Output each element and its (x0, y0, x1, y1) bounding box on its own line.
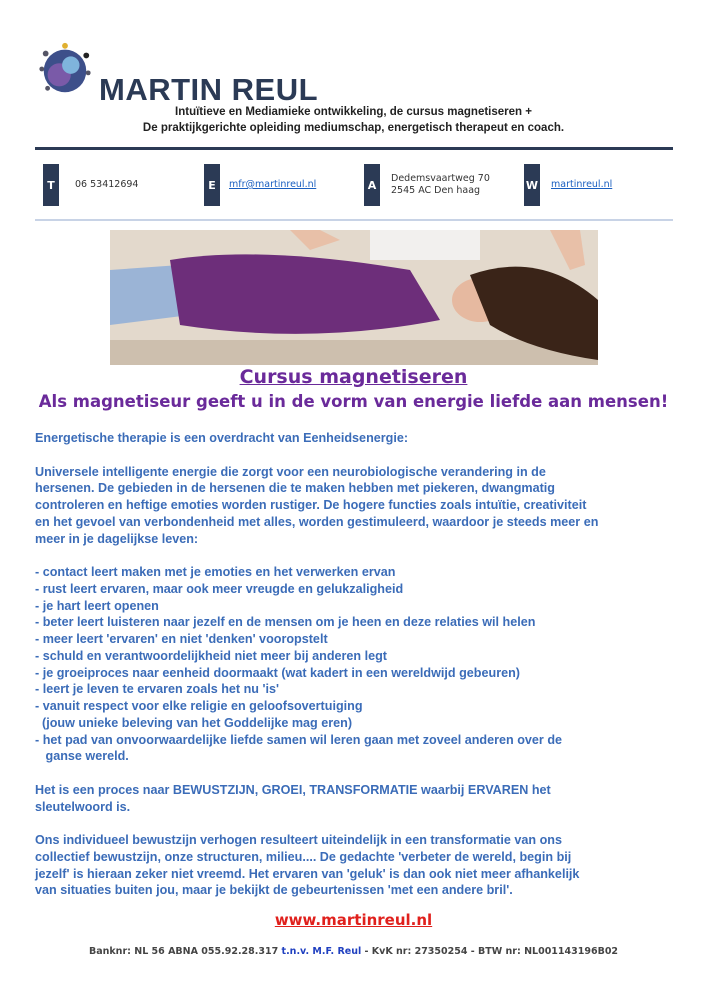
brand-title: MARTIN REUL (99, 72, 319, 107)
body-line: - schuld en verantwoordelijkheid niet meer bij anderen legt (35, 648, 388, 663)
body-line: - beter leert luisteren naar jezelf en de mensen om je heen en deze relaties wil helen (35, 615, 536, 630)
body-line: en het gevoel van verbondenheid met alles, worden gestimuleerd, waardoor je steeds meer en (35, 514, 599, 529)
body-line: - leert je leven te ervaren zoals het nu 'is' (35, 682, 279, 697)
phone-value: 06 53412694 (75, 179, 139, 190)
bank-details (0, 946, 707, 957)
logo-icon (36, 40, 94, 98)
body-line: collectief bewustzijn, onze structuren, milieu.... De gedachte 'verbeter de wereld, begin bij (35, 849, 572, 864)
body-line: - het pad van onvoorwaardelijke liefde samen wil leren gaan met zoveel anderen over de (35, 732, 563, 747)
body-line: (jouw unieke beleving van het Goddelijke mag eren) (35, 715, 353, 730)
body-line: jezelf' is hieraan zeker niet vreemd. Het ervaren van 'geluk' is dan ook niet meer afhankelijk (35, 866, 580, 881)
bank-prefix: Banknr: NL 56 ABNA 055.92.28.317 (88, 946, 282, 957)
body-line: van situaties buiten jou, maar je bekijkt de gebeurtenissen 'met een andere bril'. (35, 883, 513, 898)
blank-line (35, 815, 680, 832)
address-line: 2545 AC Den haag (391, 185, 481, 196)
contact-address (364, 164, 490, 206)
body-line: meer in je dagelijkse leven: (35, 531, 199, 546)
body-line: - rust leert ervaren, maar ook meer vreugde en gelukzaligheid (35, 581, 404, 596)
address-tag: A (364, 164, 380, 206)
body-line: Ons individueel bewustzijn verhogen resulteert uiteindelijk in een transformatie van ons (35, 833, 562, 847)
body-line: hersenen. De gebieden in de hersenen die te maken hebben met piekeren, dwangmatig (35, 481, 555, 496)
website-link[interactable]: martinreul.nl (551, 179, 613, 190)
body-text (35, 430, 680, 899)
bank-name: t.n.v. M.F. Reul (281, 946, 362, 957)
contact-email (204, 164, 316, 206)
page-subtitle: Als magnetiseur geeft u in de vorm van energie liefde aan mensen! (38, 392, 669, 411)
body-line: controleren en heftige emoties worden rustiger. De hogere functies zoals intuïtie, creativiteit (35, 498, 587, 512)
subtitle-line: De praktijkgerichte opleiding mediumschap, energetisch therapeut en coach. (142, 122, 565, 134)
body-line: Universele intelligente energie die zorgt voor een neurobiologische verandering in de (35, 464, 546, 479)
body-line: - je hart leert openen (35, 598, 159, 613)
divider (35, 219, 673, 221)
contact-phone (43, 164, 138, 206)
body-line: - je groeiproces naar eenheid doormaakt (wat kadert in een wereldwijd gebeuren) (35, 665, 520, 680)
divider (35, 147, 673, 150)
body-line: Energetische therapie is een overdracht van Eenheidsenergie: (35, 431, 409, 445)
blank-line (35, 765, 680, 782)
email-link[interactable]: mfr@martinreul.nl (229, 179, 317, 190)
website-footer-link[interactable]: www.martinreul.nl (274, 911, 433, 929)
address-line: Dedemsvaartweg 70 (391, 173, 490, 184)
bank-suffix: - KvK nr: 27350254 - BTW nr: NL001143196B02 (361, 946, 619, 957)
body-line: sleutelwoord is. (35, 799, 131, 814)
body-line: Het is een proces naar BEWUSTZIJN, GROEI, TRANSFORMATIE waarbij ERVAREN het (35, 782, 551, 797)
body-line: ganse wereld. (35, 749, 129, 764)
website-tag: W (524, 164, 540, 206)
page-title: Cursus magnetiseren (239, 366, 468, 388)
blank-line (35, 447, 680, 464)
body-line: - contact leert maken met je emoties en het verwerken ervan (35, 565, 396, 579)
email-tag: E (204, 164, 220, 206)
blank-line (35, 547, 680, 564)
hero-photo (110, 230, 598, 365)
body-line: - vanuit respect voor elke religie en geloofsovertuiging (35, 699, 363, 713)
subtitle-line: Intuïtieve en Mediamieke ontwikkeling, de cursus magnetiseren + (175, 106, 532, 118)
body-line: - meer leert 'ervaren' en niet 'denken' vooropstelt (35, 632, 328, 646)
contact-website (524, 164, 612, 206)
phone-tag: T (43, 164, 59, 206)
